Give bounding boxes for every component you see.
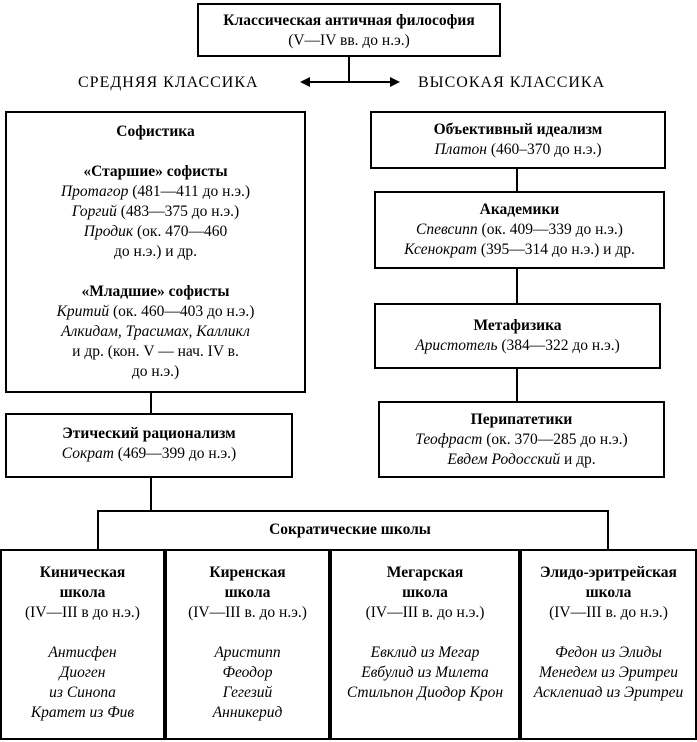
objective-person [372, 140, 664, 160]
school-cynic-box [0, 549, 165, 740]
school-title: Киренская [209, 564, 286, 581]
school-subtitle: школа [59, 584, 106, 601]
person-dates: (ок. 409—339 до н.э.) [477, 221, 623, 238]
person-name: Протагор [60, 183, 129, 200]
school-member: Аристипп [214, 644, 281, 661]
elder-sophist-item [7, 222, 304, 242]
school-period: (IV—III в. до н.э.) [365, 604, 485, 621]
school-member: Антисфен [48, 644, 117, 661]
peripatetics-person [380, 450, 663, 470]
school-member: Евклид из Мегар [370, 644, 480, 661]
school-member: Стильпон Диодор Крон [346, 684, 504, 701]
school-member: Евбулид из Милета [361, 664, 489, 681]
person-name: Аристотель [415, 337, 498, 354]
school-member: Кратет из Фив [30, 704, 135, 721]
period-right-label: ВЫСОКАЯ КЛАССИКА [418, 74, 606, 91]
person-dates: (395—314 до н.э.) и др. [477, 241, 635, 258]
academics-person [376, 220, 663, 240]
person-name: Теофраст [415, 431, 483, 448]
school-subtitle: школа [585, 584, 632, 601]
person-dates: (384—322 до н.э.) [497, 337, 620, 354]
person-dates: (460–370 до н.э.) [486, 141, 602, 158]
top-title: Классическая античная философия [223, 12, 475, 29]
peripatetics-title: Перипатетики [470, 411, 573, 428]
elder-sophist-item [7, 182, 304, 202]
ethical-title: Этический рационализм [62, 425, 236, 442]
ethical-rationalism-box [5, 413, 293, 478]
school-period: (IV—III в. до н.э.) [549, 604, 668, 621]
school-period: (IV—III в до н.э.) [25, 604, 140, 621]
school-period: (IV—III в. до н.э.) [188, 604, 307, 621]
younger-sophists-dates: и др. (кон. V — нач. IV в. [72, 343, 239, 360]
person-dates: (469—399 до н.э.) [113, 445, 237, 462]
academics-person [376, 240, 663, 260]
arrow-right-icon [390, 77, 400, 87]
person-dates: (481—411 до н.э.) [128, 183, 251, 200]
person-name: Евдем Родосский [447, 451, 561, 468]
school-member: из Синопа [49, 684, 116, 701]
metaphysics-box [374, 303, 661, 369]
person-dates: (ок. 470—460 [133, 223, 228, 240]
elder-sophist-item [7, 202, 304, 222]
top-box [197, 3, 501, 57]
person-name: Продик [83, 223, 134, 240]
academics-title: Академики [479, 201, 560, 218]
person-name: Горгий [71, 203, 117, 220]
academics-box [374, 191, 665, 269]
younger-sophists-names: Алкидам, Трасимах, Калликл [61, 323, 250, 340]
school-member: Анникерид [212, 704, 283, 721]
arrow-left-icon [300, 77, 310, 87]
socratic-schools-title: Сократические школы [200, 521, 500, 539]
ethical-person [7, 444, 291, 464]
objective-idealism-box [370, 111, 666, 169]
person-dates: и др. [560, 451, 596, 468]
elder-sophists-tail: до н.э.) и др. [114, 243, 197, 260]
person-dates: (483—375 до н.э.) [116, 203, 240, 220]
school-member: Гегезий [222, 684, 273, 701]
elder-sophists-title: «Старшие» софисты [83, 163, 228, 180]
school-member: Феодор [222, 664, 273, 681]
objective-title: Объективный идеализм [433, 121, 603, 138]
school-elian-eretrian-box [520, 549, 697, 740]
school-title: Элидо-эритрейская [540, 564, 677, 581]
top-subtitle: (V—IV вв. до н.э.) [288, 32, 410, 49]
person-dates: (ок. 370—285 до н.э.) [482, 431, 628, 448]
school-member: Менедем из Эритреи [539, 664, 678, 681]
younger-sophist-item [7, 302, 304, 322]
school-member: Диоген [59, 664, 106, 681]
period-left-label: СРЕДНЯЯ КЛАССИКА [78, 74, 259, 91]
person-name: Критий [56, 303, 110, 320]
person-name: Спевсипп [416, 221, 478, 238]
peripatetics-box [378, 401, 665, 478]
person-name: Сократ [61, 445, 114, 462]
school-cyrenaic-box [165, 549, 330, 740]
metaphysics-title: Метафизика [473, 317, 562, 334]
school-member: Федон из Элиды [555, 644, 662, 661]
school-member: Асклепиад из Эритреи [533, 684, 684, 701]
school-title: Киническая [39, 564, 126, 581]
person-name: Ксенократ [404, 241, 477, 258]
person-name: Платон [434, 141, 487, 158]
younger-sophists-dates-tail: до н.э.) [131, 363, 180, 380]
school-title: Мегарская [386, 564, 464, 581]
person-dates: (ок. 460—403 до н.э.) [109, 303, 255, 320]
sophistics-box [5, 111, 306, 393]
school-subtitle: школа [402, 584, 448, 601]
school-megarian-box [330, 549, 520, 740]
metaphysics-person [376, 336, 659, 356]
peripatetics-person [380, 430, 663, 450]
sophistics-title: Софистика [116, 123, 195, 140]
school-subtitle: школа [224, 584, 271, 601]
younger-sophists-title: «Младшие» софисты [81, 283, 230, 300]
